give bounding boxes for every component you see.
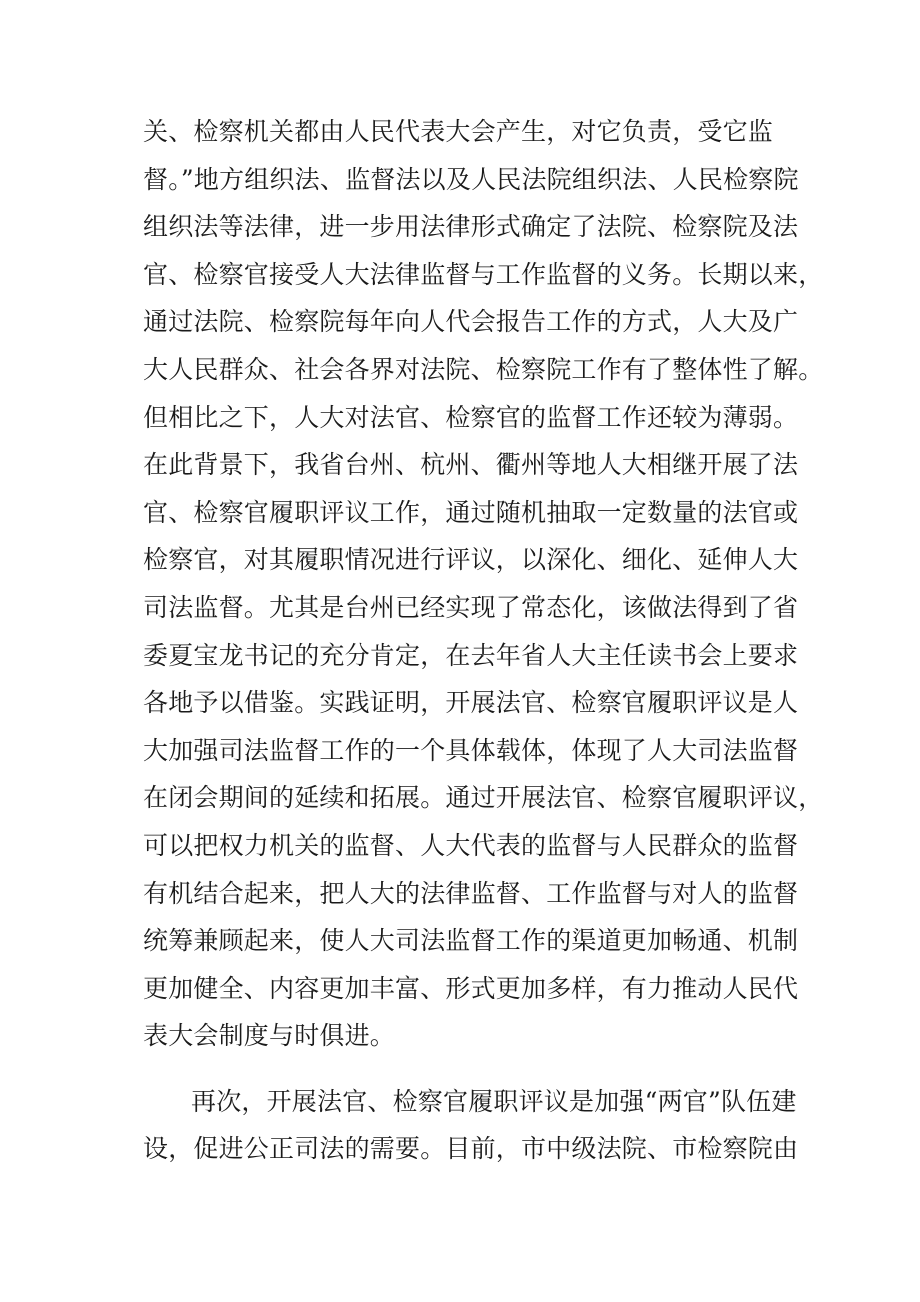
text-line: 大加强司法监督工作的一个具体载体，体现了人大司法监督: [143, 735, 799, 765]
text-line: 各地予以借鉴。实践证明，开展法官、检察官履职评议是人: [143, 688, 799, 718]
paragraph-2: [143, 1078, 799, 1173]
text-line: 表大会制度与时俱进。: [143, 1021, 396, 1051]
text-line: 但相比之下，人大对法官、检察官的监督工作还较为薄弱。: [143, 402, 799, 432]
text-line: 大人民群众、社会各界对法院、检察院工作有了整体性了解。: [143, 354, 824, 384]
document-body: [143, 108, 824, 1173]
text-line: 检察官，对其履职情况进行评议，以深化、细化、延伸人大: [143, 545, 799, 575]
text-line: 统筹兼顾起来，使人大司法监督工作的渠道更加畅通、机制: [143, 926, 799, 956]
text-line: 组织法等法律，进一步用法律形式确定了法院、检察院及法: [143, 212, 799, 242]
text-line: 设，促进公正司法的需要。目前，市中级法院、市检察院由: [143, 1134, 799, 1164]
text-line: 通过法院、检察院每年向人代会报告工作的方式，人大及广: [143, 307, 799, 337]
paragraph-1: [143, 108, 824, 1060]
text-line: 可以把权力机关的监督、人大代表的监督与人民群众的监督: [143, 830, 799, 860]
text-line: 在闭会期间的延续和拓展。通过开展法官、检察官履职评议，: [143, 783, 824, 813]
paragraph-gap: [143, 1060, 783, 1078]
text-line: 有机结合起来，把人大的法律监督、工作监督与对人的监督: [143, 878, 799, 908]
text-line: 官、检察官接受人大法律监督与工作监督的义务。长期以来，: [143, 259, 824, 289]
text-line: 督。”地方组织法、监督法以及人民法院组织法、人民检察院: [143, 164, 799, 194]
text-line: 再次，开展法官、检察官履职评议是加强“两官”队伍建: [191, 1086, 797, 1116]
text-line: 在此背景下，我省台州、杭州、衢州等地人大相继开展了法: [143, 450, 799, 480]
text-line: 委夏宝龙书记的充分肯定，在去年省人大主任读书会上要求: [143, 640, 799, 670]
text-line: 官、检察官履职评议工作，通过随机抽取一定数量的法官或: [143, 497, 799, 527]
text-line: 司法监督。尤其是台州已经实现了常态化，该做法得到了省: [143, 592, 799, 622]
text-line: 关、检察机关都由人民代表大会产生，对它负责，受它监: [143, 117, 774, 146]
text-line: 更加健全、内容更加丰富、形式更加多样，有力推动人民代: [143, 973, 799, 1003]
